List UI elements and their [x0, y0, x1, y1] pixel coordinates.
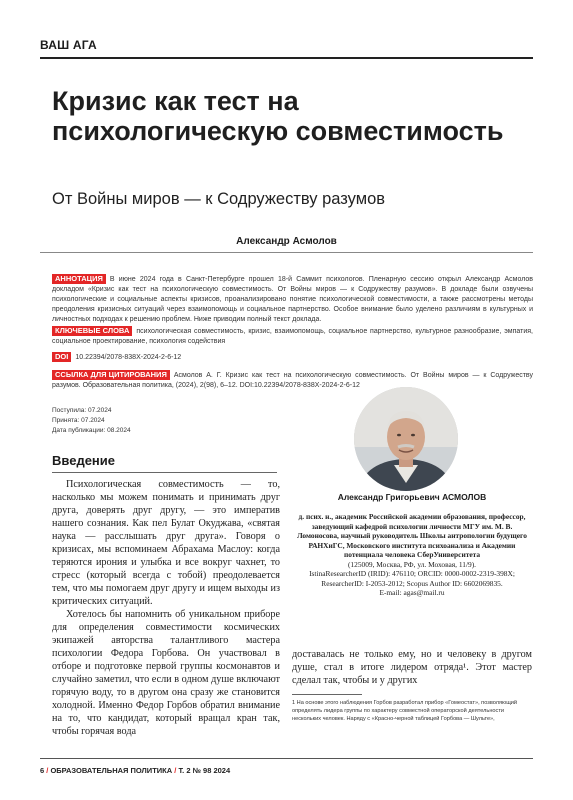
article-author: Александр Асмолов	[236, 236, 337, 247]
citation-block	[52, 370, 533, 391]
citation-text: Асмолов А. Г. Кризис как тест на психологическую совместимость. От Войны миров — к Содружеству разумов. Образовательная политика, (2024), 2(98), 6–12. DOI:10.22394/2078-838X-2024-2-6-12	[52, 372, 533, 389]
citation-label: ССЫЛКА ДЛЯ ЦИТИРОВАНИЯ	[52, 370, 170, 380]
page-number: 6	[40, 766, 45, 775]
intro-heading: Введение	[52, 453, 115, 468]
article-title: Кризис как тест на психологическую совместимость	[52, 86, 504, 146]
received-date: Поступила: 07.2024	[52, 407, 112, 414]
doi-block	[52, 352, 533, 363]
annotation-block	[52, 274, 533, 325]
keywords-label: КЛЮЧЕВЫЕ СЛОВА	[52, 326, 132, 336]
profile-email[interactable]: E-mail: agas@mail.ru	[379, 588, 445, 597]
footer-slash: /	[174, 766, 177, 775]
article-subtitle: От Войны миров — к Содружеству разумов	[52, 190, 386, 208]
profile-address: (125009, Москва, РФ, ул. Моховая, 11/9).	[347, 559, 477, 569]
top-divider	[40, 57, 533, 59]
profile-name: Александр Григорьевич АСМОЛОВ	[337, 492, 487, 502]
paragraph: Психологическая совместимость — то, насколько мы можем понимать и принимать друг друга, доверять друг другу, — это императив нашего сознания. Как пел Булат Окуджава, «святая наука — расслышать друг друга». Говоря о кризисах, мы вспоминаем Абрахама Маслоу: когда теряются ирония и улыбка и все вокруг чахнет, то стресс (который всегда с тобой) преодолевается тем, что мы помогаем друг другу и ищем выходы из критических ситуаций.	[52, 479, 280, 607]
intro-divider	[52, 472, 277, 473]
issue-info: Т. 2 № 98 2024	[178, 766, 231, 775]
footer-divider	[40, 758, 533, 759]
profile-bio	[292, 512, 532, 598]
section-tag: ВАШ АГА	[40, 38, 97, 52]
annotation-text: В июне 2024 года в Санкт-Петербурге прошел 18-й Саммит психологов. Пленарную сессию открыл Александр Асмолов докладом «Кризис как тест на психологическую совместимость. От Войны миров — к Содружеству разумов». В докладе были озвучены психологические и социальные аспекты кризисов, проанализировано понятие психологической совместимости, а также рассмотрены методы преодоления кризисных ситуаций через взаимопомощь и социальное партнерство. Особое внимание было уделено различиям в культурных и личностных подходах к решению проблем. Ниже приводим полный текст доклада.	[52, 276, 533, 323]
publication-dates	[52, 406, 131, 436]
accepted-date: Принята: 07.2024	[52, 417, 105, 424]
footnote-divider	[292, 694, 362, 695]
profile-credentials: д. псих. н., академик Российской академии образования, профессор, заведующий кафедрой психологии личности МГУ им. М. В. Ломоносова, научный руководитель Школы антропологии будущего РАНХиГС, Московского института психоанализа и Академии потенциала человека СберУниверситета	[297, 512, 527, 559]
page-footer	[40, 766, 230, 775]
body-column-right: доставалась не только ему, но и человеку в другом душе, стал в итоге лидером отряда¹. Этот мастер сделал так, чтобы и у других	[292, 649, 532, 686]
annotation-label: АННОТАЦИЯ	[52, 274, 106, 284]
doi-text[interactable]: 10.22394/2078-838X-2024-2-6-12	[75, 354, 182, 361]
paragraph: Хотелось бы напомнить об уникальном приборе для определения совместимости космических экипажей авторства талантливого мастера психологии Федора Горбова. Он участвовал в отборе и подготовке первой группы космонавтов и случайно заметил, что если в одном душе включают горячую воду, то в другом она сразу же становится холодной. Именно Федор Горбов обратил внимание на то, что кандидат, который вращал кран так, чтобы горячая вода	[52, 609, 280, 737]
journal-name: ОБРАЗОВАТЕЛЬНАЯ ПОЛИТИКА	[50, 766, 173, 775]
footer-slash: /	[46, 766, 49, 775]
keywords-text: психологическая совместимость, кризис, взаимопомощь, социальное партнерство, культурное разнообразие, эмпатия, социальное проектирование, психология содействия	[52, 328, 533, 345]
author-photo	[354, 387, 458, 491]
doi-label: DOI	[52, 352, 71, 362]
published-date: Дата публикации: 08.2024	[52, 427, 131, 434]
keywords-block	[52, 326, 533, 347]
author-divider	[40, 252, 533, 253]
body-column-left	[52, 478, 280, 738]
profile-ids: IstinaResearcherID (IRID): 476110; ORCID: 0000-0002-2319-398X; ResearcherID: I-2053-2012; Scopus Author ID: 6602069835.	[309, 569, 515, 588]
footnote: 1 На основе этого наблюдения Горбов разработал прибор «Гомеостат», позволяющий определять лидера группы по характеру совместной операторской деятельности нескольких человек. Наряду с «Красно-черной таблицей Горбова — Шульте»,	[292, 700, 518, 722]
